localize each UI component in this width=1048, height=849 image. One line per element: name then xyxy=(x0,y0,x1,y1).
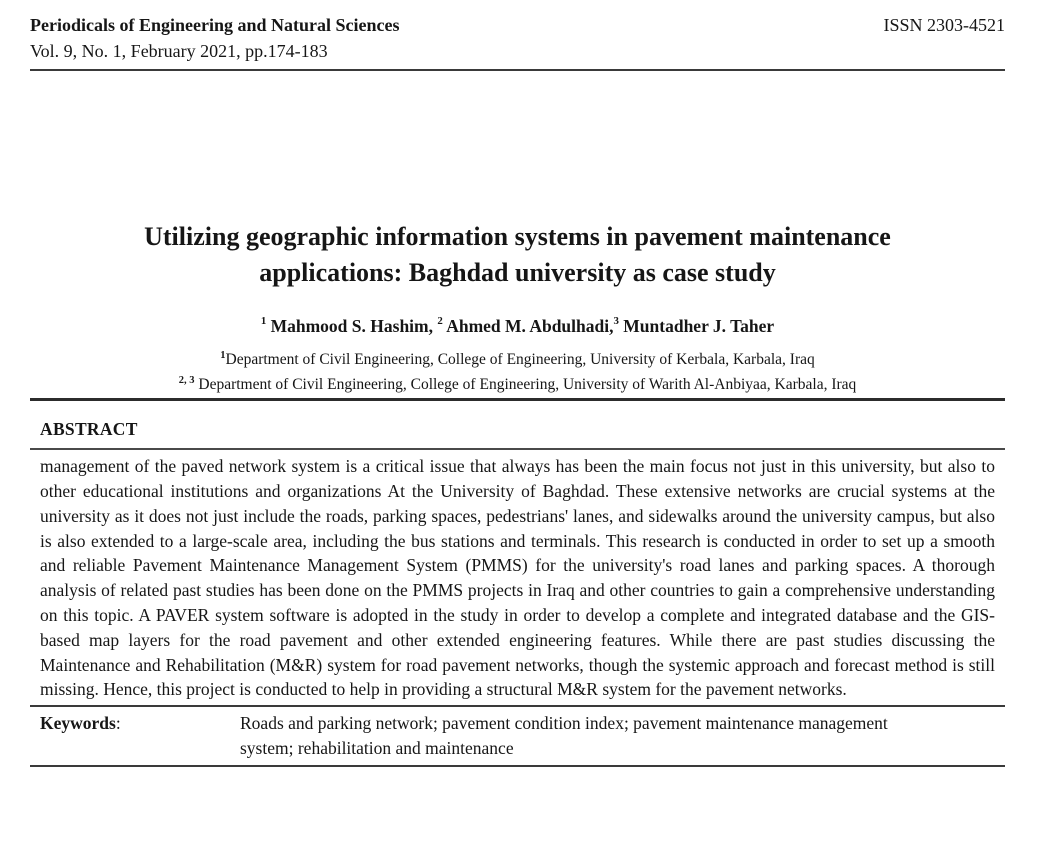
affiliation-2-superscript: 2, 3 xyxy=(178,374,195,386)
author-3-name: Muntadher J. Taher xyxy=(618,315,775,336)
keywords-label-cell xyxy=(40,711,240,760)
author-2-superscript: 2 xyxy=(437,315,443,327)
abstract-heading: ABSTRACT xyxy=(40,419,138,440)
affiliation-1-text: Department of Civil Engineering, College of Engineering, University of Kerbala, Karbala, Iraq xyxy=(225,350,815,368)
issn-number: ISSN 2303-4521 xyxy=(883,15,1005,35)
author-2-name: Ahmed M. Abdulhadi, xyxy=(442,315,614,336)
keywords-label: Keywords xyxy=(40,713,116,734)
volume-issue-line: Vol. 9, No. 1, February 2021, pp.174-183 xyxy=(30,41,328,61)
abstract-heading-rule xyxy=(30,448,1005,450)
keywords-colon: : xyxy=(115,713,121,734)
article-title-line-1: Utilizing geographic information systems in pavement maintenance xyxy=(144,222,891,251)
keywords-row xyxy=(30,707,1005,764)
author-3-superscript: 3 xyxy=(613,315,619,327)
abstract-text: management of the paved network system is a critical issue that always has been the main focus not just in this university, but also to other educational institutions and organizations At the University of Baghdad. These extensive networks are crucial systems at the university as it does not just include the roads, parking spaces, pedestrians' lanes, and sidewalks around the university campus, but also is also extended to a large-scale area, including the bus stations and terminals. This research is conducted in order to set up a smooth and reliable Pavement Maintenance Management System (PMMS) for the university's road lanes and parking spaces. A thorough analysis of related past studies has been done on the PMMS projects in Iraq and other countries to gain a comprehensive understanding on this topic. A PAVER system software is adopted in the study in order to develop a complete and integrated database and the GIS-based map layers for the road pavement and other extended engineering features. While there are past studies discussing the Maintenance and Rehabilitation (M&R) system for road pavement networks, though the systemic approach and forecast method is still missing. Hence, this project is conducted to help in providing a structural M&R system for the pavement networks. xyxy=(40,456,995,700)
author-1-superscript: 1 xyxy=(260,315,267,327)
article-title xyxy=(30,219,1005,291)
journal-name: Periodicals of Engineering and Natural Sciences xyxy=(30,15,400,35)
keywords-value: Roads and parking network; pavement condition index; pavement maintenance management system; rehabilitation and maintenance xyxy=(240,713,888,758)
affiliation-1 xyxy=(30,345,1005,370)
affiliation-2-text: Department of Civil Engineering, College of Engineering, University of Warith Al-Anbiyaa, Karbala, Iraq xyxy=(194,376,857,394)
header-rule xyxy=(30,69,1005,71)
author-1-name: Mahmood S. Hashim, xyxy=(266,315,438,336)
affiliation-1-superscript: 1 xyxy=(220,349,226,361)
keywords-bottom-rule xyxy=(30,765,1005,767)
article-title-line-2: applications: Baghdad university as case study xyxy=(259,258,776,287)
affiliation-double-rule xyxy=(30,398,1005,401)
authors-line xyxy=(30,310,1005,338)
affiliation-2 xyxy=(30,370,1005,395)
journal-header xyxy=(30,12,1005,38)
